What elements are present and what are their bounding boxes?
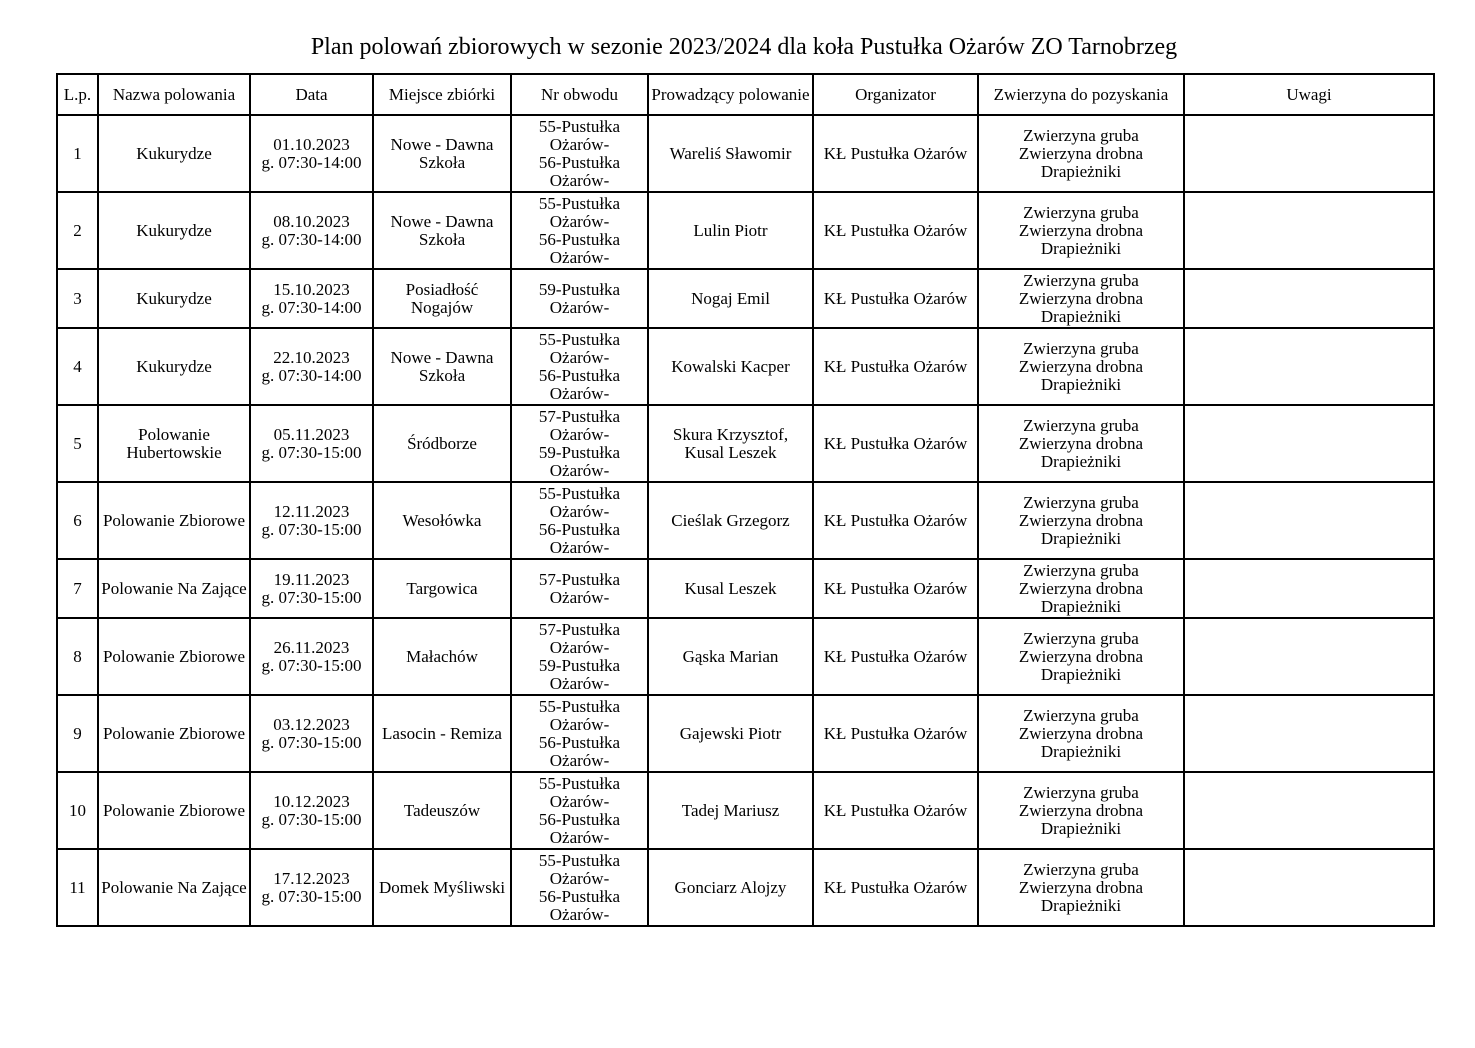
- cell-name: [98, 618, 250, 695]
- cell-leader: [648, 328, 813, 405]
- game-line: Zwierzyna gruba: [1023, 125, 1139, 145]
- date-text: 10.12.2023: [273, 791, 350, 811]
- cell-leader: [648, 772, 813, 849]
- cell-game: [978, 405, 1184, 482]
- cell-circuit: [511, 559, 648, 618]
- organizer-text: KŁ Pustułka Ożarów: [823, 288, 968, 308]
- circuit-line: Ożarów-: [549, 868, 610, 888]
- game-line: Zwierzyna drobna: [1018, 356, 1144, 376]
- cell-date: [250, 849, 373, 926]
- cell-lp: [57, 772, 98, 849]
- place-text: Tadeuszów: [403, 800, 481, 820]
- table-row: [57, 405, 1434, 482]
- lp-text: 7: [73, 578, 82, 598]
- cell-notes: [1184, 482, 1434, 559]
- column-header-leader: Prowadzący polowanie: [648, 74, 813, 115]
- game-line: Zwierzyna gruba: [1023, 415, 1139, 435]
- circuit-line: 56-Pustułka: [538, 809, 621, 829]
- game-line: Zwierzyna drobna: [1018, 646, 1144, 666]
- lp-text: 11: [69, 877, 86, 897]
- column-header-place: Miejsce zbiórki: [373, 74, 511, 115]
- time-text: g. 07:30-15:00: [261, 442, 362, 462]
- circuit-line: 55-Pustułka: [538, 483, 621, 503]
- cell-organizer: [813, 328, 978, 405]
- leader-text: Nogaj Emil: [691, 288, 770, 308]
- circuit-line: Ożarów-: [549, 134, 610, 154]
- game-line: Drapieżniki: [1040, 596, 1122, 616]
- game-line: Zwierzyna gruba: [1023, 560, 1139, 580]
- cell-place: [373, 192, 511, 269]
- game-line: Drapieżniki: [1040, 818, 1122, 838]
- game-line: Zwierzyna gruba: [1023, 782, 1139, 802]
- cell-circuit: [511, 618, 648, 695]
- cell-notes: [1184, 849, 1434, 926]
- lp-text: 9: [73, 723, 82, 743]
- circuit-line: 56-Pustułka: [538, 886, 621, 906]
- hunt-name-text: Polowanie Zbiorowe: [102, 646, 246, 666]
- time-text: g. 07:30-14:00: [261, 365, 362, 385]
- column-header-notes: Uwagi: [1184, 74, 1434, 115]
- circuit-line: Ożarów-: [549, 247, 610, 267]
- cell-circuit: [511, 695, 648, 772]
- place-text: Targowica: [406, 578, 478, 598]
- table-header-row: [57, 74, 1434, 115]
- circuit-line: 57-Pustułka: [538, 406, 621, 426]
- column-header-circuit: Nr obwodu: [511, 74, 648, 115]
- game-line: Zwierzyna drobna: [1018, 220, 1144, 240]
- place-text: Domek Myśliwski: [378, 877, 506, 897]
- cell-circuit: [511, 192, 648, 269]
- cell-name: [98, 482, 250, 559]
- cell-circuit: [511, 328, 648, 405]
- cell-leader: [648, 405, 813, 482]
- cell-leader: [648, 695, 813, 772]
- game-line: Drapieżniki: [1040, 161, 1122, 181]
- cell-organizer: [813, 482, 978, 559]
- cell-date: [250, 192, 373, 269]
- time-text: g. 07:30-14:00: [261, 297, 362, 317]
- table-row: [57, 618, 1434, 695]
- table-body: [57, 115, 1434, 926]
- place-text: Małachów: [406, 646, 478, 666]
- cell-place: [373, 115, 511, 192]
- cell-notes: [1184, 405, 1434, 482]
- cell-place: [373, 618, 511, 695]
- lp-text: 3: [73, 288, 82, 308]
- circuit-line: Ożarów-: [549, 537, 610, 557]
- cell-notes: [1184, 618, 1434, 695]
- organizer-text: KŁ Pustułka Ożarów: [823, 800, 968, 820]
- cell-leader: [648, 482, 813, 559]
- cell-date: [250, 772, 373, 849]
- cell-lp: [57, 695, 98, 772]
- leader-text: Lulin Piotr: [693, 220, 768, 240]
- circuit-line: Ożarów-: [549, 587, 610, 607]
- cell-circuit: [511, 115, 648, 192]
- cell-place: [373, 482, 511, 559]
- time-text: g. 07:30-14:00: [261, 229, 362, 249]
- game-line: Zwierzyna drobna: [1018, 288, 1144, 308]
- organizer-text: KŁ Pustułka Ożarów: [823, 220, 968, 240]
- cell-game: [978, 849, 1184, 926]
- lp-text: 8: [73, 646, 82, 666]
- cell-game: [978, 559, 1184, 618]
- cell-leader: [648, 618, 813, 695]
- game-line: Zwierzyna drobna: [1018, 800, 1144, 820]
- lp-text: 10: [69, 800, 86, 820]
- cell-circuit: [511, 849, 648, 926]
- hunt-name-text: Polowanie Zbiorowe: [102, 800, 246, 820]
- circuit-line: Ożarów-: [549, 714, 610, 734]
- circuit-line: Ożarów-: [549, 501, 610, 521]
- place-text: Nowe - Dawna Szkoła: [390, 211, 494, 249]
- cell-leader: [648, 192, 813, 269]
- cell-name: [98, 405, 250, 482]
- leader-text: Kusal Leszek: [684, 578, 777, 598]
- time-text: g. 07:30-15:00: [261, 655, 362, 675]
- cell-notes: [1184, 328, 1434, 405]
- table-row: [57, 695, 1434, 772]
- game-line: Drapieżniki: [1040, 741, 1122, 761]
- game-line: Zwierzyna gruba: [1023, 270, 1139, 290]
- page-title: Plan polowań zbiorowych w sezonie 2023/2024 dla koła Pustułka Ożarów ZO Tarnobrzeg: [310, 34, 1178, 60]
- cell-organizer: [813, 772, 978, 849]
- cell-leader: [648, 269, 813, 328]
- cell-notes: [1184, 695, 1434, 772]
- organizer-text: KŁ Pustułka Ożarów: [823, 356, 968, 376]
- date-text: 05.11.2023: [273, 424, 350, 444]
- place-text: Lasocin - Remiza: [382, 723, 502, 743]
- game-line: Zwierzyna drobna: [1018, 877, 1144, 897]
- date-text: 01.10.2023: [273, 134, 350, 154]
- game-line: Zwierzyna gruba: [1023, 338, 1139, 358]
- circuit-line: 56-Pustułka: [538, 365, 621, 385]
- time-text: g. 07:30-15:00: [261, 809, 362, 829]
- cell-circuit: [511, 772, 648, 849]
- circuit-line: Ożarów-: [549, 750, 610, 770]
- organizer-text: KŁ Pustułka Ożarów: [823, 723, 968, 743]
- cell-leader: [648, 115, 813, 192]
- game-line: Zwierzyna drobna: [1018, 510, 1144, 530]
- hunt-name-text: Polowanie Hubertowskie: [126, 424, 222, 462]
- game-line: Drapieżniki: [1040, 895, 1122, 915]
- cell-place: [373, 695, 511, 772]
- cell-leader: [648, 849, 813, 926]
- circuit-line: 55-Pustułka: [538, 193, 621, 213]
- date-text: 26.11.2023: [273, 637, 350, 657]
- cell-lp: [57, 849, 98, 926]
- place-text: Nowe - Dawna Szkoła: [390, 134, 494, 172]
- circuit-line: 59-Pustułka: [538, 655, 621, 675]
- cell-lp: [57, 559, 98, 618]
- cell-lp: [57, 192, 98, 269]
- lp-text: 6: [73, 510, 82, 530]
- game-line: Drapieżniki: [1040, 664, 1122, 684]
- cell-name: [98, 695, 250, 772]
- circuit-line: 56-Pustułka: [538, 732, 621, 752]
- cell-date: [250, 482, 373, 559]
- hunt-name-text: Polowanie Na Zające: [101, 578, 247, 598]
- game-line: Zwierzyna gruba: [1023, 492, 1139, 512]
- circuit-line: Ożarów-: [549, 347, 610, 367]
- date-text: 19.11.2023: [273, 569, 350, 589]
- circuit-line: 55-Pustułka: [538, 773, 621, 793]
- cell-game: [978, 695, 1184, 772]
- lp-text: 4: [73, 356, 82, 376]
- cell-lp: [57, 482, 98, 559]
- cell-place: [373, 559, 511, 618]
- cell-date: [250, 618, 373, 695]
- table-row: [57, 328, 1434, 405]
- game-line: Drapieżniki: [1040, 451, 1122, 471]
- date-text: 03.12.2023: [273, 714, 350, 734]
- cell-name: [98, 269, 250, 328]
- cell-notes: [1184, 772, 1434, 849]
- table-row: [57, 269, 1434, 328]
- circuit-line: 55-Pustułka: [538, 696, 621, 716]
- time-text: g. 07:30-14:00: [261, 152, 362, 172]
- organizer-text: KŁ Pustułka Ożarów: [823, 433, 968, 453]
- date-text: 17.12.2023: [273, 868, 350, 888]
- circuit-line: Ożarów-: [549, 827, 610, 847]
- cell-place: [373, 328, 511, 405]
- cell-game: [978, 192, 1184, 269]
- organizer-text: KŁ Pustułka Ożarów: [823, 877, 968, 897]
- cell-organizer: [813, 192, 978, 269]
- cell-lp: [57, 115, 98, 192]
- place-text: Śródborze: [407, 433, 477, 453]
- cell-name: [98, 849, 250, 926]
- cell-notes: [1184, 192, 1434, 269]
- cell-place: [373, 772, 511, 849]
- game-line: Drapieżniki: [1040, 238, 1122, 258]
- hunt-name-text: Kukurydze: [136, 143, 212, 163]
- leader-text: Wareliś Sławomir: [669, 143, 792, 163]
- organizer-text: KŁ Pustułka Ożarów: [823, 578, 968, 598]
- circuit-line: 55-Pustułka: [538, 329, 621, 349]
- circuit-line: Ożarów-: [549, 673, 610, 693]
- circuit-line: 57-Pustułka: [538, 569, 621, 589]
- game-line: Drapieżniki: [1040, 374, 1122, 394]
- circuit-line: 57-Pustułka: [538, 619, 621, 639]
- cell-name: [98, 328, 250, 405]
- hunt-plan-table: [56, 73, 1435, 927]
- circuit-line: 55-Pustułka: [538, 850, 621, 870]
- cell-game: [978, 115, 1184, 192]
- circuit-line: Ożarów-: [549, 211, 610, 231]
- cell-notes: [1184, 559, 1434, 618]
- table-row: [57, 192, 1434, 269]
- circuit-line: Ożarów-: [549, 170, 610, 190]
- time-text: g. 07:30-15:00: [261, 519, 362, 539]
- column-header-date: Data: [250, 74, 373, 115]
- organizer-text: KŁ Pustułka Ożarów: [823, 143, 968, 163]
- hunt-name-text: Polowanie Zbiorowe: [102, 723, 246, 743]
- cell-lp: [57, 618, 98, 695]
- circuit-line: 56-Pustułka: [538, 152, 621, 172]
- cell-leader: [648, 559, 813, 618]
- cell-organizer: [813, 618, 978, 695]
- date-text: 08.10.2023: [273, 211, 350, 231]
- table-row: [57, 115, 1434, 192]
- game-line: Drapieżniki: [1040, 528, 1122, 548]
- cell-date: [250, 269, 373, 328]
- column-header-name: Nazwa polowania: [98, 74, 250, 115]
- column-header-organizer: Organizator: [813, 74, 978, 115]
- game-line: Zwierzyna drobna: [1018, 578, 1144, 598]
- leader-text: Tadej Mariusz: [681, 800, 780, 820]
- place-text: Posiadłość Nogajów: [405, 279, 479, 317]
- cell-place: [373, 405, 511, 482]
- cell-game: [978, 618, 1184, 695]
- hunt-name-text: Polowanie Na Zające: [101, 877, 247, 897]
- game-line: Zwierzyna gruba: [1023, 859, 1139, 879]
- cell-game: [978, 269, 1184, 328]
- circuit-line: 59-Pustułka: [538, 442, 621, 462]
- circuit-line: 55-Pustułka: [538, 116, 621, 136]
- table-row: [57, 482, 1434, 559]
- cell-name: [98, 192, 250, 269]
- cell-notes: [1184, 115, 1434, 192]
- cell-name: [98, 559, 250, 618]
- time-text: g. 07:30-15:00: [261, 732, 362, 752]
- column-header-lp: L.p.: [57, 74, 98, 115]
- place-text: Nowe - Dawna Szkoła: [390, 347, 494, 385]
- cell-date: [250, 328, 373, 405]
- cell-lp: [57, 405, 98, 482]
- leader-text: Skura Krzysztof, Kusal Leszek: [672, 424, 789, 462]
- circuit-line: 56-Pustułka: [538, 229, 621, 249]
- organizer-text: KŁ Pustułka Ożarów: [823, 510, 968, 530]
- cell-circuit: [511, 405, 648, 482]
- cell-game: [978, 328, 1184, 405]
- cell-organizer: [813, 695, 978, 772]
- circuit-line: Ożarów-: [549, 383, 610, 403]
- hunt-name-text: Kukurydze: [136, 356, 212, 376]
- cell-date: [250, 115, 373, 192]
- lp-text: 1: [73, 143, 82, 163]
- date-text: 22.10.2023: [273, 347, 350, 367]
- lp-text: 2: [73, 220, 82, 240]
- cell-place: [373, 269, 511, 328]
- cell-name: [98, 772, 250, 849]
- table-row: [57, 559, 1434, 618]
- cell-game: [978, 482, 1184, 559]
- cell-organizer: [813, 559, 978, 618]
- circuit-line: Ożarów-: [549, 460, 610, 480]
- circuit-line: Ożarów-: [549, 791, 610, 811]
- cell-circuit: [511, 482, 648, 559]
- place-text: Wesołówka: [402, 510, 482, 530]
- leader-text: Kowalski Kacper: [671, 356, 790, 376]
- circuit-line: 59-Pustułka: [538, 279, 621, 299]
- game-line: Zwierzyna gruba: [1023, 202, 1139, 222]
- cell-notes: [1184, 269, 1434, 328]
- circuit-line: 56-Pustułka: [538, 519, 621, 539]
- hunt-name-text: Kukurydze: [136, 220, 212, 240]
- game-line: Zwierzyna drobna: [1018, 723, 1144, 743]
- game-line: Zwierzyna drobna: [1018, 143, 1144, 163]
- cell-game: [978, 772, 1184, 849]
- leader-text: Cieślak Grzegorz: [671, 510, 790, 530]
- cell-date: [250, 695, 373, 772]
- hunt-name-text: Kukurydze: [136, 288, 212, 308]
- table-row: [57, 849, 1434, 926]
- cell-lp: [57, 328, 98, 405]
- game-line: Zwierzyna drobna: [1018, 433, 1144, 453]
- cell-name: [98, 115, 250, 192]
- cell-place: [373, 849, 511, 926]
- game-line: Zwierzyna gruba: [1023, 628, 1139, 648]
- hunt-name-text: Polowanie Zbiorowe: [102, 510, 246, 530]
- circuit-line: Ożarów-: [549, 637, 610, 657]
- circuit-line: Ożarów-: [549, 297, 610, 317]
- cell-organizer: [813, 269, 978, 328]
- game-line: Zwierzyna gruba: [1023, 705, 1139, 725]
- date-text: 12.11.2023: [273, 501, 350, 521]
- cell-date: [250, 559, 373, 618]
- game-line: Drapieżniki: [1040, 306, 1122, 326]
- time-text: g. 07:30-15:00: [261, 886, 362, 906]
- table-row: [57, 772, 1434, 849]
- organizer-text: KŁ Pustułka Ożarów: [823, 646, 968, 666]
- leader-text: Gajewski Piotr: [679, 723, 782, 743]
- circuit-line: Ożarów-: [549, 424, 610, 444]
- cell-organizer: [813, 405, 978, 482]
- cell-lp: [57, 269, 98, 328]
- cell-date: [250, 405, 373, 482]
- leader-text: Gąska Marian: [682, 646, 779, 666]
- time-text: g. 07:30-15:00: [261, 587, 362, 607]
- cell-organizer: [813, 115, 978, 192]
- cell-organizer: [813, 849, 978, 926]
- cell-circuit: [511, 269, 648, 328]
- column-header-game: Zwierzyna do pozyskania: [978, 74, 1184, 115]
- circuit-line: Ożarów-: [549, 904, 610, 924]
- date-text: 15.10.2023: [273, 279, 350, 299]
- leader-text: Gonciarz Alojzy: [674, 877, 787, 897]
- lp-text: 5: [73, 433, 82, 453]
